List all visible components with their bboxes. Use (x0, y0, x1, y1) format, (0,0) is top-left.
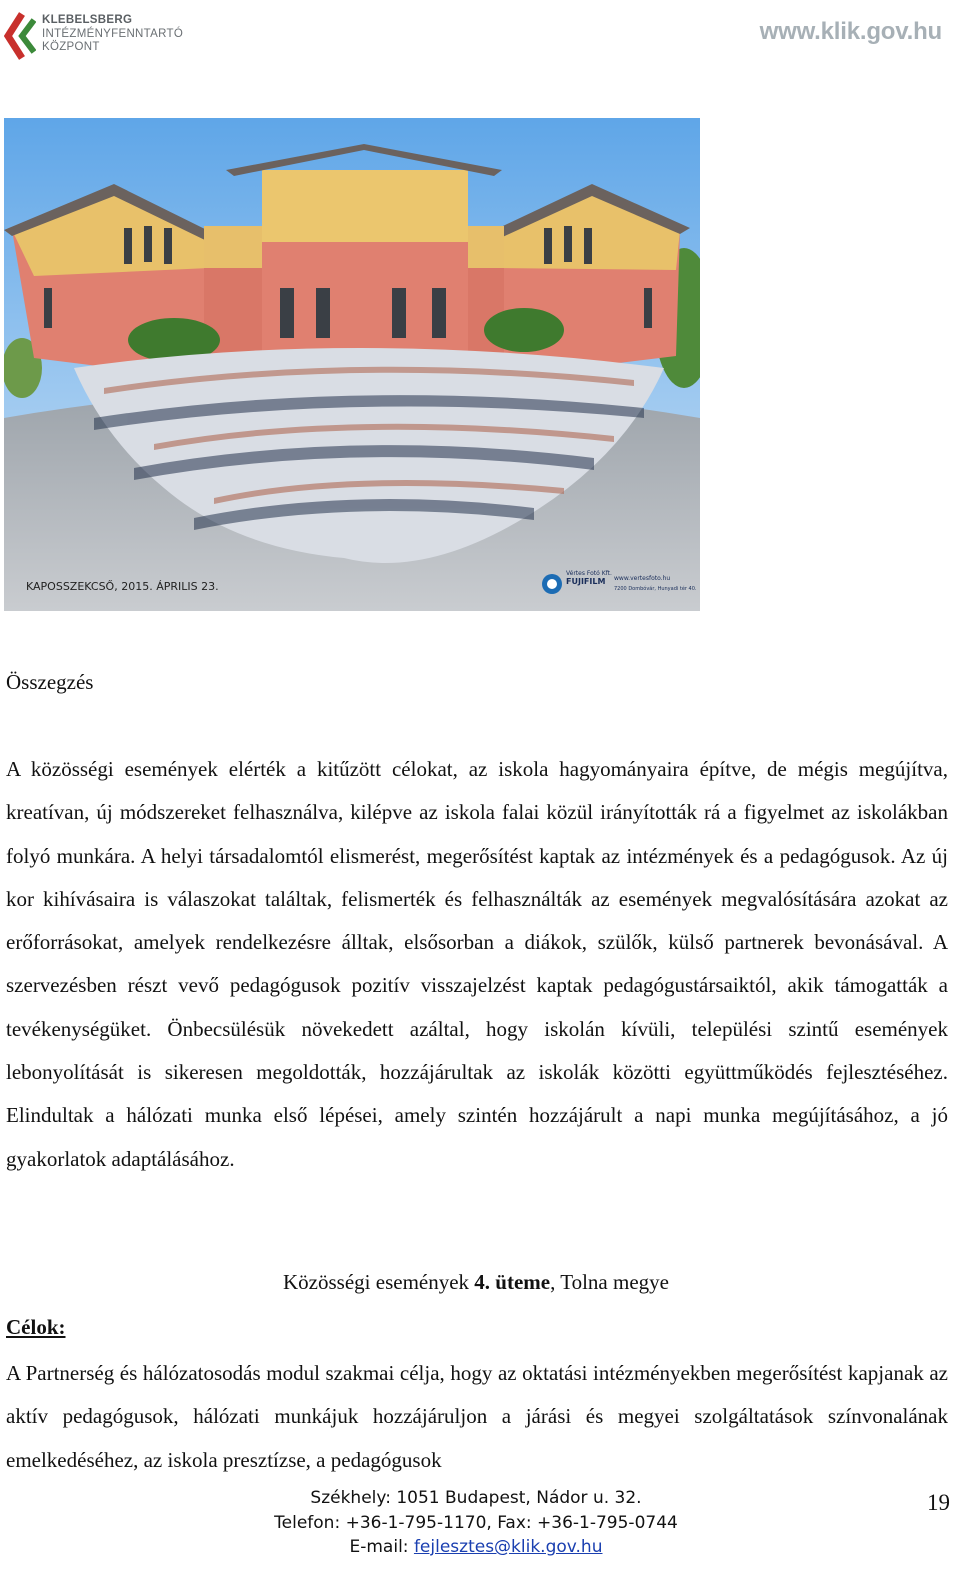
event-title-suffix: , Tolna megye (550, 1270, 669, 1294)
footer-email-label: E-mail: (349, 1537, 414, 1557)
footer-email-link[interactable]: fejlesztes@klik.gov.hu (413, 1537, 603, 1557)
event-title-prefix: Közösségi események (283, 1270, 470, 1294)
goals-heading: Célok: (6, 1315, 66, 1339)
photo-caption: KAPOSSZEKCSŐ, 2015. ÁPRILIS 23. (26, 580, 219, 593)
logo-line-2: INTÉZMÉNYFENNTARTÓ (42, 27, 184, 40)
page-footer (0, 1486, 960, 1588)
goals-paragraph: A Partnerség és hálózatosodás modul szakmai célja, hogy az oktatási intézményekben megerősítést kapjanak az aktív pedagógusok, hálózati munkájuk hozzájáruljon a járási és megyei szolgáltatások színvonalának emelkedéséhez, az iskola presztízse, a pedagógusok (6, 1361, 948, 1472)
footer-phone: Telefon: +36-1-795-1170, Fax: +36-1-795-0744 (274, 1512, 678, 1533)
page-number: 19 (927, 1490, 950, 1515)
svg-text:Vértes Fotó Kft.: Vértes Fotó Kft. (566, 570, 612, 577)
site-url[interactable]: www.klik.gov.hu (759, 18, 942, 45)
summary-paragraph: A közösségi események elérték a kitűzött célokat, az iskola hagyományaira építve, de mégis megújítva, kreatívan, új módszereket felhasználva, kilépve az iskola falai közül irányították rá a figyelmet az iskolákban folyó munkára. A helyi társadalomtól elismerést, megerősítést kaptak az intézmények és a pedagógusok. Az új kor kihívásaira is válaszokat találtak, felismerték és felhasználták az események megvalósítására azokat az erőforrásokat, amelyek rendelkezésre álltak, elsősorban a diákok, szülők, külső partnerek bevonásával. A szervezésben részt vevő pedagógusok pozitív visszajelzést kaptak pedagógustársaiktól, akik támogatták a tevékenységüket. Önbecsülésük növekedett azáltal, hogy iskolán kívüli, települési szintű események lebonyolítását is sikeresen megoldották, hozzájárultak az iskolák közötti együttműködés fejlesztéséhez. Elindultak a hálózati munka első lépései, amely szintén hozzájárult a napi munka megújításához, a jó gyakorlatok adaptálásához. (6, 757, 948, 1171)
svg-text:7200 Dombóvár, Hunyadi tér 40.: 7200 Dombóvár, Hunyadi tér 40. (614, 586, 697, 592)
page-header (0, 0, 960, 70)
school-group-photo (4, 118, 700, 611)
svg-text:www.vertesfoto.hu: www.vertesfoto.hu (614, 575, 671, 582)
svg-text:FUJIFILM: FUJIFILM (566, 577, 606, 586)
event-title-bold: 4. üteme (474, 1270, 551, 1294)
event-title (0, 1270, 952, 1295)
footer-address: Székhely: 1051 Budapest, Nádor u. 32. (310, 1488, 642, 1508)
klebelsberg-logo (4, 8, 244, 64)
footer-email-line (0, 1535, 952, 1560)
logo-line-3: KÖZPONT (42, 41, 100, 53)
logo-line-1: KLEBELSBERG (42, 14, 133, 26)
summary-heading: Összegzés (6, 670, 94, 694)
klik-logo-icon (4, 12, 36, 60)
